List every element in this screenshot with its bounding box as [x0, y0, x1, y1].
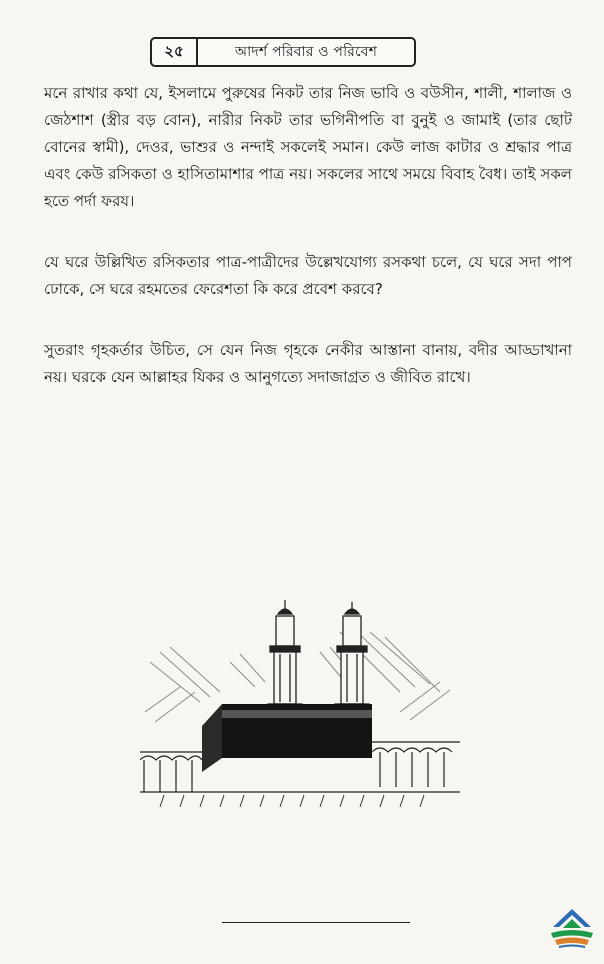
body-text — [44, 80, 572, 425]
running-title: আদর্শ পরিবার ও পরিবেশ — [234, 44, 378, 60]
paragraph-2: যে ঘরে উল্লিখিত রসিকতার পাত্র-পাত্রীদের উল্লেখযোগ্য রসকথা চলে, যে ঘরে সদা পাপ ঢোকে, সে ঘরে রহমতের ফেরেশতা কি করে প্রবেশ করবে? — [44, 253, 572, 298]
footer-rule — [222, 922, 410, 923]
running-header — [150, 37, 416, 67]
page-number: ২৫ — [152, 39, 198, 65]
paragraph-3: সুতরাং গৃহকর্তার উচিত, সে যেন নিজ গৃহকে নেকীর আস্তানা বানায়, বদীর আড্ডাখানা নয়। ঘরকে যেন আল্লাহর যিকর ও আনুগত্যে সদাজাগ্রত ও জীবিত রাখে। — [44, 341, 572, 386]
paragraph-1: মনে রাখার কথা যে, ইসলামে পুরুষের নিকট তার নিজ ভাবি ও বউসীন, শালী, শালাজ ও জেঠশাশ (স্ত্রীর বড় বোন), নারীর নিকট তার ভগিনীপতি বা বুনুই ও জামাই (তার ছোট বোনের স্বামী), দেওর, ভাশুর ও নন্দাই সকলেই সমান। কেউ লাজ কাটার ও শ্রদ্ধার পাত্র এবং কেউ রসিকতা ও হাসিতামাশার পাত্র নয়। সকলের সাথে সময়ে বিবাহ বৈধ। তাই সকল হতে পর্দা ফরয। — [44, 84, 572, 210]
publisher-logo-icon — [547, 907, 597, 951]
kaaba-illustration-icon — [140, 592, 460, 822]
